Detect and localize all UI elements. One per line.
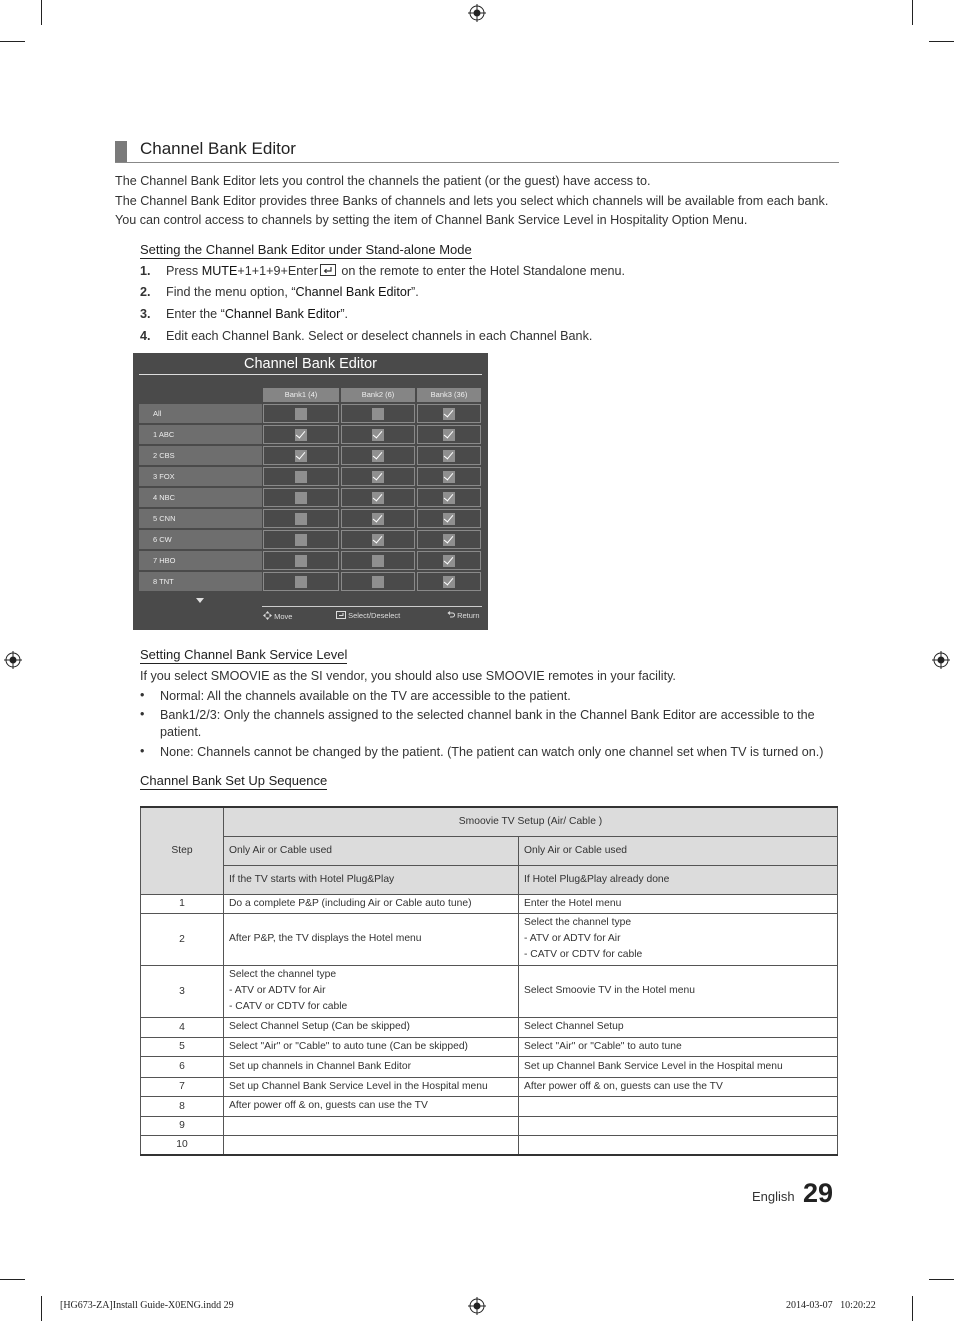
step-cell: 5 (141, 1037, 224, 1056)
step-cell: 8 (141, 1096, 224, 1116)
osd-column-header-bank3: Bank3 (36) (417, 388, 481, 402)
osd-bank-cell (263, 530, 339, 549)
osd-row-label[interactable]: All (139, 404, 262, 423)
table-row (141, 1056, 838, 1077)
checkbox-unchecked-icon[interactable] (372, 555, 384, 567)
cell-line: Set up Channel Bank Service Level in the Hospital menu (229, 1080, 488, 1092)
osd-bank-cell (341, 530, 415, 549)
osd-bank-cell (341, 488, 415, 507)
standalone-heading: Setting the Channel Bank Editor under Stand-alone Mode (140, 242, 472, 257)
sequence-heading: Channel Bank Set Up Sequence (140, 773, 328, 788)
cell-line: Select Channel Setup (524, 1021, 624, 1032)
cell-line: After P&P, the TV displays the Hotel menu (229, 933, 422, 944)
step-number: 3. (140, 307, 151, 321)
registration-mark-icon (468, 4, 486, 22)
crop-mark (0, 1279, 25, 1280)
cell-line: Select the channel type (524, 917, 632, 928)
crop-mark (41, 0, 42, 25)
channel-bank-editor-osd (133, 353, 488, 630)
step-cell: 4 (141, 1017, 224, 1037)
step-cell: 2 (141, 913, 224, 965)
slug-file: [HG673-ZA]Install Guide-X0ENG.indd 29 (60, 1300, 234, 1311)
cell-line: - CATV or CDTV for cable (229, 1001, 348, 1012)
step-number: 4. (140, 329, 151, 343)
table-row (141, 1116, 838, 1135)
crop-mark (912, 0, 913, 25)
osd-row-label[interactable]: 4 NBC (139, 488, 262, 507)
cell-line: Set up Channel Bank Service Level in the Hospital menu (524, 1060, 783, 1072)
cell-line: Select "Air" or "Cable" to auto tune (524, 1040, 682, 1052)
setup-sequence-table (140, 806, 838, 1156)
section-title: Channel Bank Editor (140, 139, 296, 158)
osd-row-label[interactable]: 2 CBS (139, 446, 262, 465)
checkbox-checked-icon[interactable] (372, 429, 384, 441)
osd-bank-cell (263, 425, 339, 444)
checkbox-checked-icon[interactable] (443, 429, 455, 441)
table-header-step: Step (141, 807, 224, 894)
checkbox-unchecked-icon[interactable] (372, 408, 384, 420)
osd-bank-cell (417, 446, 481, 465)
osd-bank-cell (341, 425, 415, 444)
pnp-done-cell (519, 1017, 838, 1037)
crop-mark (0, 41, 25, 42)
intro-paragraph: The Channel Bank Editor lets you control the channels the patient (or the guest) have access to. (115, 174, 651, 188)
cell-line: After power off & on, guests can use the TV (524, 1080, 723, 1092)
cell-line: - ATV or ADTV for Air (524, 933, 621, 944)
scroll-down-arrow-icon[interactable] (196, 598, 204, 603)
enter-key-icon (336, 611, 346, 619)
table-header-col2: Only Air or Cable used (519, 836, 838, 865)
move-arrows-icon (263, 611, 272, 620)
osd-bank-cell (341, 404, 415, 423)
osd-bank-cell (263, 551, 339, 570)
bullet-marker: • (140, 688, 145, 702)
osd-bank-cell (417, 509, 481, 528)
checkbox-unchecked-icon[interactable] (295, 576, 307, 588)
checkbox-checked-icon[interactable] (372, 471, 384, 483)
osd-bank-cell (263, 488, 339, 507)
osd-bank-cell (263, 572, 339, 591)
osd-bank-cell (341, 446, 415, 465)
osd-bank-cell (417, 551, 481, 570)
checkbox-unchecked-icon[interactable] (295, 471, 307, 483)
osd-bank-cell (417, 488, 481, 507)
checkbox-checked-icon[interactable] (372, 492, 384, 504)
pnp-done-cell (519, 1037, 838, 1056)
step-text: Edit each Channel Bank. Select or deselect channels in each Channel Bank. (166, 329, 593, 343)
pnp-done-cell (519, 965, 838, 1017)
step-cell: 9 (141, 1116, 224, 1135)
osd-footer-select: Select/Deselect (336, 611, 400, 620)
step-cell: 6 (141, 1056, 224, 1077)
pnp-done-cell (519, 894, 838, 913)
intro-paragraph: You can control access to channels by setting the item of Channel Bank Service Level in Hospitality Option Menu. (115, 213, 748, 227)
checkbox-checked-icon[interactable] (443, 408, 455, 420)
osd-row-label[interactable]: 3 FOX (139, 467, 262, 486)
crop-mark (912, 1296, 913, 1321)
table-row (141, 894, 838, 913)
cell-line: Select Smoovie TV in the Hotel menu (524, 985, 695, 996)
section-marker (115, 141, 127, 162)
pnp-done-cell (519, 1096, 838, 1116)
osd-bank-cell (341, 509, 415, 528)
crop-mark (929, 41, 954, 42)
intro-paragraph: The Channel Bank Editor provides three Banks of channels and lets you select which channels will be available from each bank. (115, 194, 829, 208)
tv-starts-cell (224, 1116, 519, 1135)
crop-mark (929, 1279, 954, 1280)
osd-row-label[interactable]: 7 HBO (139, 551, 262, 570)
checkbox-checked-icon[interactable] (443, 534, 455, 546)
cell-line: - CATV or CDTV for cable (524, 949, 643, 960)
step-text: Enter the “Channel Bank Editor”. (166, 307, 349, 321)
checkbox-checked-icon[interactable] (443, 555, 455, 567)
registration-mark-icon (4, 651, 22, 669)
table-row (141, 913, 838, 965)
osd-bank-cell (417, 530, 481, 549)
table-row (141, 1037, 838, 1056)
checkbox-checked-icon[interactable] (443, 450, 455, 462)
osd-bank-cell (341, 572, 415, 591)
checkbox-checked-icon[interactable] (443, 513, 455, 525)
table-subheader-col2: If Hotel Plug&Play already done (519, 865, 838, 894)
step-text: Find the menu option, “Channel Bank Editor”. (166, 285, 419, 299)
pnp-done-cell (519, 1116, 838, 1135)
cell-line: Enter the Hotel menu (524, 897, 622, 909)
tv-starts-cell (224, 1096, 519, 1116)
osd-bank-cell (417, 404, 481, 423)
osd-column-header-bank1: Bank1 (4) (263, 388, 339, 402)
table-row (141, 1017, 838, 1037)
osd-bank-cell (341, 467, 415, 486)
step-cell: 3 (141, 965, 224, 1017)
table-row (141, 1077, 838, 1096)
osd-column-header-bank2: Bank2 (6) (341, 388, 415, 402)
tv-starts-cell (224, 1056, 519, 1077)
cell-line: Do a complete P&P (including Air or Cable auto tune) (229, 897, 472, 909)
table-row (141, 1096, 838, 1116)
cell-line: After power off & on, guests can use the TV (229, 1100, 428, 1111)
osd-footer-return: Return (447, 611, 480, 620)
pnp-done-cell (519, 1056, 838, 1077)
pnp-done-cell (519, 1077, 838, 1096)
bullet-marker: • (140, 707, 145, 721)
cell-line: Select "Air" or "Cable" to auto tune (Can be skipped) (229, 1040, 468, 1052)
step-cell: 10 (141, 1135, 224, 1155)
tv-starts-cell (224, 965, 519, 1017)
checkbox-unchecked-icon[interactable] (295, 408, 307, 420)
osd-bank-cell (341, 551, 415, 570)
checkbox-unchecked-icon[interactable] (372, 576, 384, 588)
return-arrow-icon (447, 611, 455, 619)
bullet-text: None: Channels cannot be changed by the patient. (The patient can watch only one channel set when TV is turned on.) (160, 745, 824, 759)
pnp-done-cell (519, 1135, 838, 1155)
cell-line: Set up channels in Channel Bank Editor (229, 1060, 412, 1072)
osd-title-rule (139, 374, 482, 375)
checkbox-checked-icon[interactable] (295, 429, 307, 441)
registration-mark-icon (468, 1297, 486, 1315)
slug-date: 2014-03-07 10:20:22 (786, 1300, 876, 1311)
table-row (141, 1135, 838, 1155)
checkbox-checked-icon[interactable] (443, 576, 455, 588)
osd-bank-cell (263, 467, 339, 486)
page-number: 29 (803, 1178, 834, 1208)
checkbox-unchecked-icon[interactable] (295, 513, 307, 525)
checkbox-unchecked-icon[interactable] (295, 492, 307, 504)
checkbox-checked-icon[interactable] (372, 450, 384, 462)
osd-row-label[interactable]: 8 TNT (139, 572, 262, 591)
step-cell: 1 (141, 894, 224, 913)
osd-bank-cell (417, 572, 481, 591)
checkbox-checked-icon[interactable] (372, 513, 384, 525)
osd-footer-move: Move (263, 611, 292, 621)
tv-starts-cell (224, 1077, 519, 1096)
osd-row-label[interactable]: 6 CW (139, 530, 262, 549)
section-rule (115, 162, 839, 163)
tv-starts-cell (224, 1017, 519, 1037)
step-text: Press MUTE+1+1+9+Enter on the remote to enter the Hotel Standalone menu. (166, 264, 625, 278)
tv-starts-cell (224, 913, 519, 965)
tv-starts-cell (224, 1135, 519, 1155)
osd-bank-cell (417, 467, 481, 486)
step-number: 2. (140, 285, 151, 299)
service-level-intro: If you select SMOOVIE as the SI vendor, you should also use SMOOVIE remotes in your facility. (140, 669, 676, 683)
checkbox-checked-icon[interactable] (443, 471, 455, 483)
osd-bank-cell (417, 425, 481, 444)
tv-starts-cell (224, 894, 519, 913)
bullet-text: Normal: All the channels available on the TV are accessible to the patient. (160, 689, 571, 703)
checkbox-checked-icon[interactable] (372, 534, 384, 546)
registration-mark-icon (932, 651, 950, 669)
checkbox-checked-icon[interactable] (295, 450, 307, 462)
enter-key-icon (320, 264, 336, 276)
osd-bank-cell (263, 509, 339, 528)
table-row (141, 965, 838, 1017)
osd-bank-cell (263, 404, 339, 423)
bullet-marker: • (140, 744, 145, 758)
checkbox-unchecked-icon[interactable] (295, 555, 307, 567)
osd-title: Channel Bank Editor (244, 356, 377, 372)
crop-mark (41, 1296, 42, 1321)
osd-bank-cell (263, 446, 339, 465)
table-subheader-col1: If the TV starts with Hotel Plug&Play (224, 865, 519, 894)
step-number: 1. (140, 264, 151, 278)
tv-starts-cell (224, 1037, 519, 1056)
checkbox-unchecked-icon[interactable] (295, 534, 307, 546)
cell-line: Select Channel Setup (Can be skipped) (229, 1021, 410, 1032)
footer-language: English (752, 1189, 795, 1204)
osd-row-label[interactable]: 5 CNN (139, 509, 262, 528)
service-level-heading: Setting Channel Bank Service Level (140, 647, 348, 662)
step-cell: 7 (141, 1077, 224, 1096)
bullet-text: Bank1/2/3: Only the channels assigned to the selected channel bank in the Channel Bank Editor are accessible to the patient. (160, 708, 815, 739)
osd-row-label[interactable]: 1 ABC (139, 425, 262, 444)
cell-line: Select the channel type (229, 969, 337, 980)
table-header-col1: Only Air or Cable used (224, 836, 519, 865)
pnp-done-cell (519, 913, 838, 965)
table-header-group: Smoovie TV Setup (Air/ Cable ) (224, 807, 838, 836)
cell-line: - ATV or ADTV for Air (229, 985, 326, 996)
osd-footer-rule (262, 606, 482, 607)
checkbox-checked-icon[interactable] (443, 492, 455, 504)
